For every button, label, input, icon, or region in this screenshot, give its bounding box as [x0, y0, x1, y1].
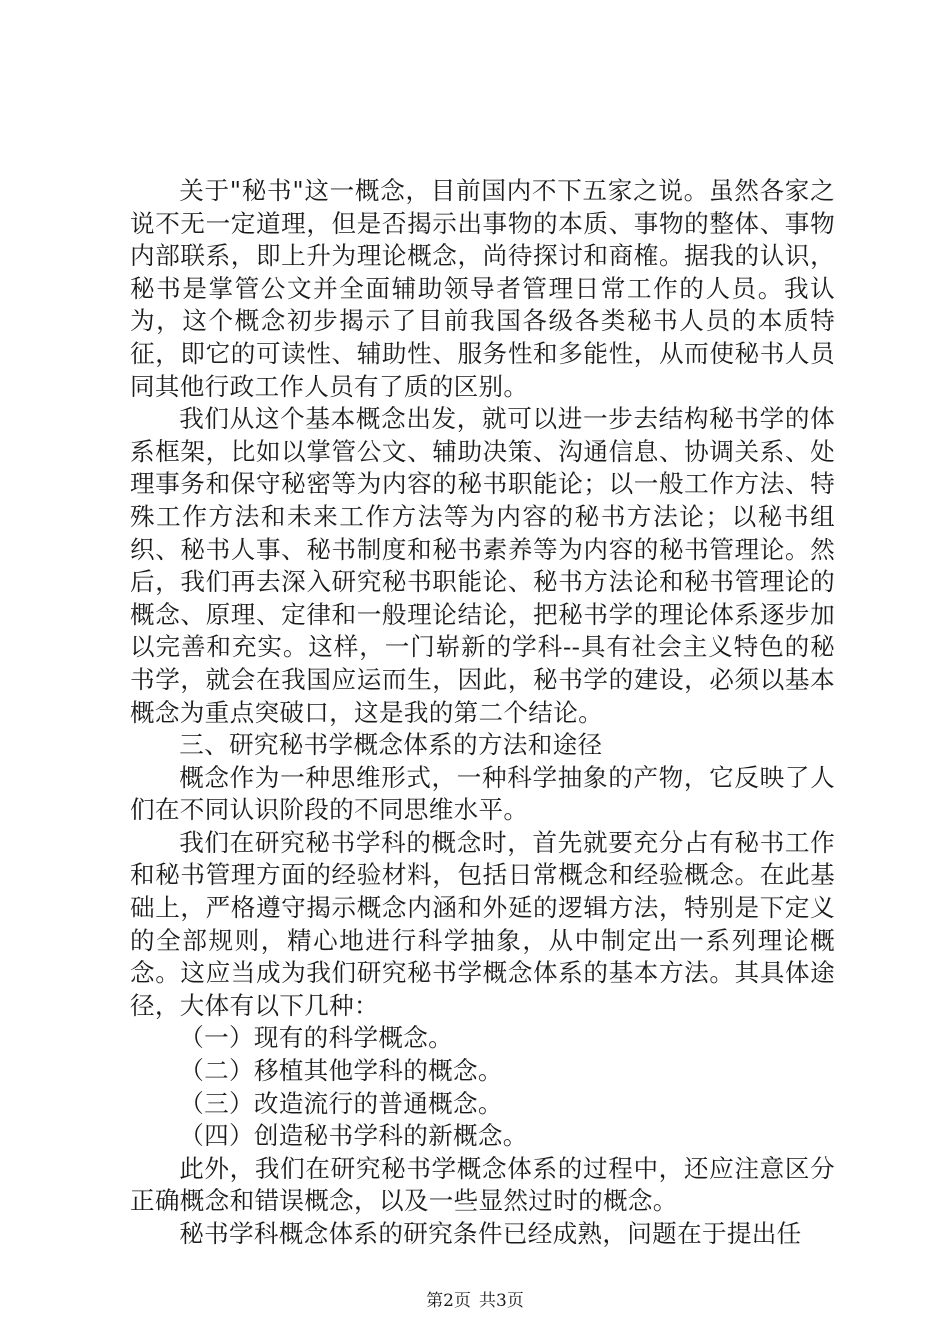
paragraph-secretary-framework: 我们从这个基本概念出发，就可以进一步去结构秘书学的体系框架，比如以掌管公文、辅助决策、沟通信息、协调关系、处理事务和保守秘密等为内容的秘书职能论；以一般工作方法、特殊工作方法和未来工作方法等为内容的秘书方法论；以秘书组织、秘书人事、秘书制度和秘书素养等为内容的秘书管理论。然后，我们再去深入研究秘书职能论、秘书方法论和秘书管理论的概念、原理、定律和一般理论结论，把秘书学的理论体系逐步加以完善和充实。这样，一门崭新的学科--具有社会主义特色的秘书学，就会在我国应运而生，因此，秘书学的建设，必须以基本概念为重点突破口，这是我的第二个结论。 [130, 404, 835, 727]
paragraph-research-conditions: 秘书学科概念体系的研究条件已经成熟，问题在于提出任 [179, 1219, 802, 1248]
paragraph-distinguish-concepts: 此外，我们在研究秘书学概念体系的过程中，还应注意区分正确概念和错误概念，以及一些显然过时的概念。 [130, 1153, 835, 1216]
paragraph-research-method: 我们在研究秘书学科的概念时，首先就要充分占有秘书工作和秘书管理方面的经验材料，包括日常概念和经验概念。在此基础上，严格遵守揭示概念内涵和外延的逻辑方法，特别是下定义的全部规则，精心地进行科学抽象，从中制定出一系列理论概念。这应当成为我们研究秘书学概念体系的基本方法。其具体途径，大体有以下几种： [130, 827, 835, 1020]
page-number-current: 第2页 [426, 1291, 471, 1311]
section-heading-methods: 三、研究秘书学概念体系的方法和途径 [179, 730, 603, 760]
list-item-approach-1: （一）现有的科学概念。 [179, 1023, 454, 1053]
list-item-approach-4: （四）创造秘书学科的新概念。 [179, 1121, 528, 1151]
paragraph-secretary-definition: 关于"秘书"这一概念，目前国内不下五家之说。虽然各家之说不无一定道理，但是否揭示出事物的本质、事物的整体、事物内部联系，即上升为理论概念，尚待探讨和商榷。据我的认识，秘书是掌管公文并全面辅助领导者管理日常工作的人员。我认为，这个概念初步揭示了目前我国各级各类秘书人员的本质特征，即它的可读性、辅助性、服务性和多能性，从而使秘书人员同其他行政工作人员有了质的区别。 [130, 176, 835, 401]
document-body [130, 175, 835, 1251]
paragraph-concept-thinking: 概念作为一种思维形式，一种科学抽象的产物，它反映了人们在不同认识阶段的不同思维水平。 [130, 762, 835, 825]
page-footer [0, 1290, 950, 1312]
list-item-approach-2: （二）移植其他学科的概念。 [179, 1056, 503, 1086]
page-number-total: 共3页 [479, 1291, 524, 1311]
list-item-approach-3: （三）改造流行的普通概念。 [179, 1088, 503, 1118]
